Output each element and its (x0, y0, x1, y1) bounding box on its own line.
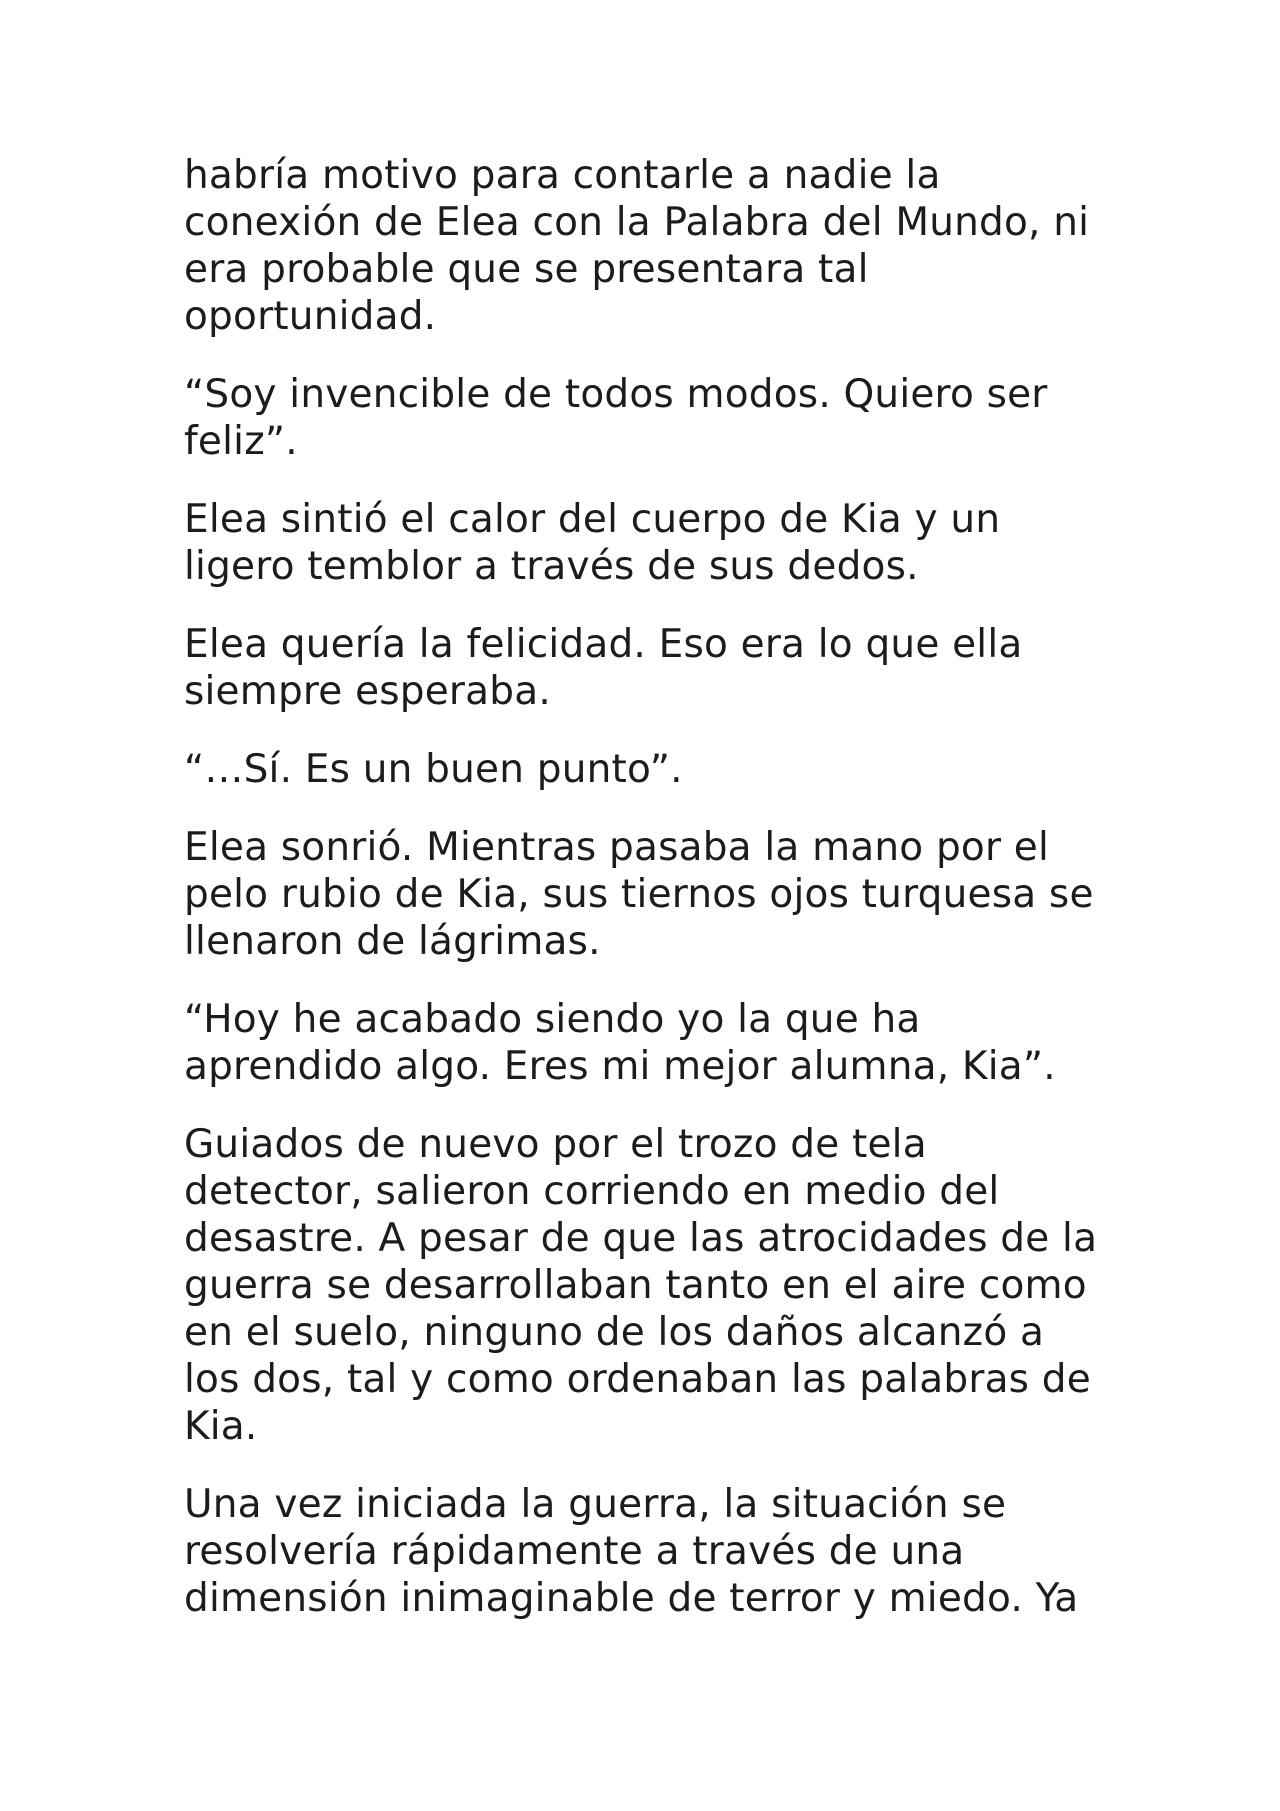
paragraph-5: “…Sí. Es un buen punto”. (184, 747, 683, 792)
paragraph-2: “Soy invencible de todos modos. Quiero ser feliz”. (184, 372, 1048, 464)
text-body (184, 152, 1114, 1653)
paragraph-6: Elea sonrió. Mientras pasaba la mano por el pelo rubio de Kia, sus tiernos ojos turquesa se llenaron de lágrimas. (184, 825, 1094, 964)
paragraph-3: Elea sintió el calor del cuerpo de Kia y un ligero temblor a través de sus dedos. (184, 497, 1001, 589)
paragraph-9: Una vez iniciada la guerra, la situación se resolvería rápidamente a través de una dimensión inimaginable de terror y miedo. Ya (184, 1482, 1079, 1621)
paragraph-4: Elea quería la felicidad. Eso era lo que ella siempre esperaba. (184, 622, 1023, 714)
paragraph-1: habría motivo para contarle a nadie la conexión de Elea con la Palabra del Mundo, ni era probable que se presentara tal oportunidad. (184, 153, 1090, 339)
paragraph-7: “Hoy he acabado siendo yo la que ha aprendido algo. Eres mi mejor alumna, Kia”. (184, 997, 1056, 1089)
paragraph-8: Guiados de nuevo por el trozo de tela detector, salieron corriendo en medio del desastre. A pesar de que las atrocidades de la guerra se desarrollaban tanto en el aire como en el suelo, ninguno de los daños alcanzó a los dos, tal y como ordenaban las palabras de Kia. (184, 1122, 1098, 1449)
